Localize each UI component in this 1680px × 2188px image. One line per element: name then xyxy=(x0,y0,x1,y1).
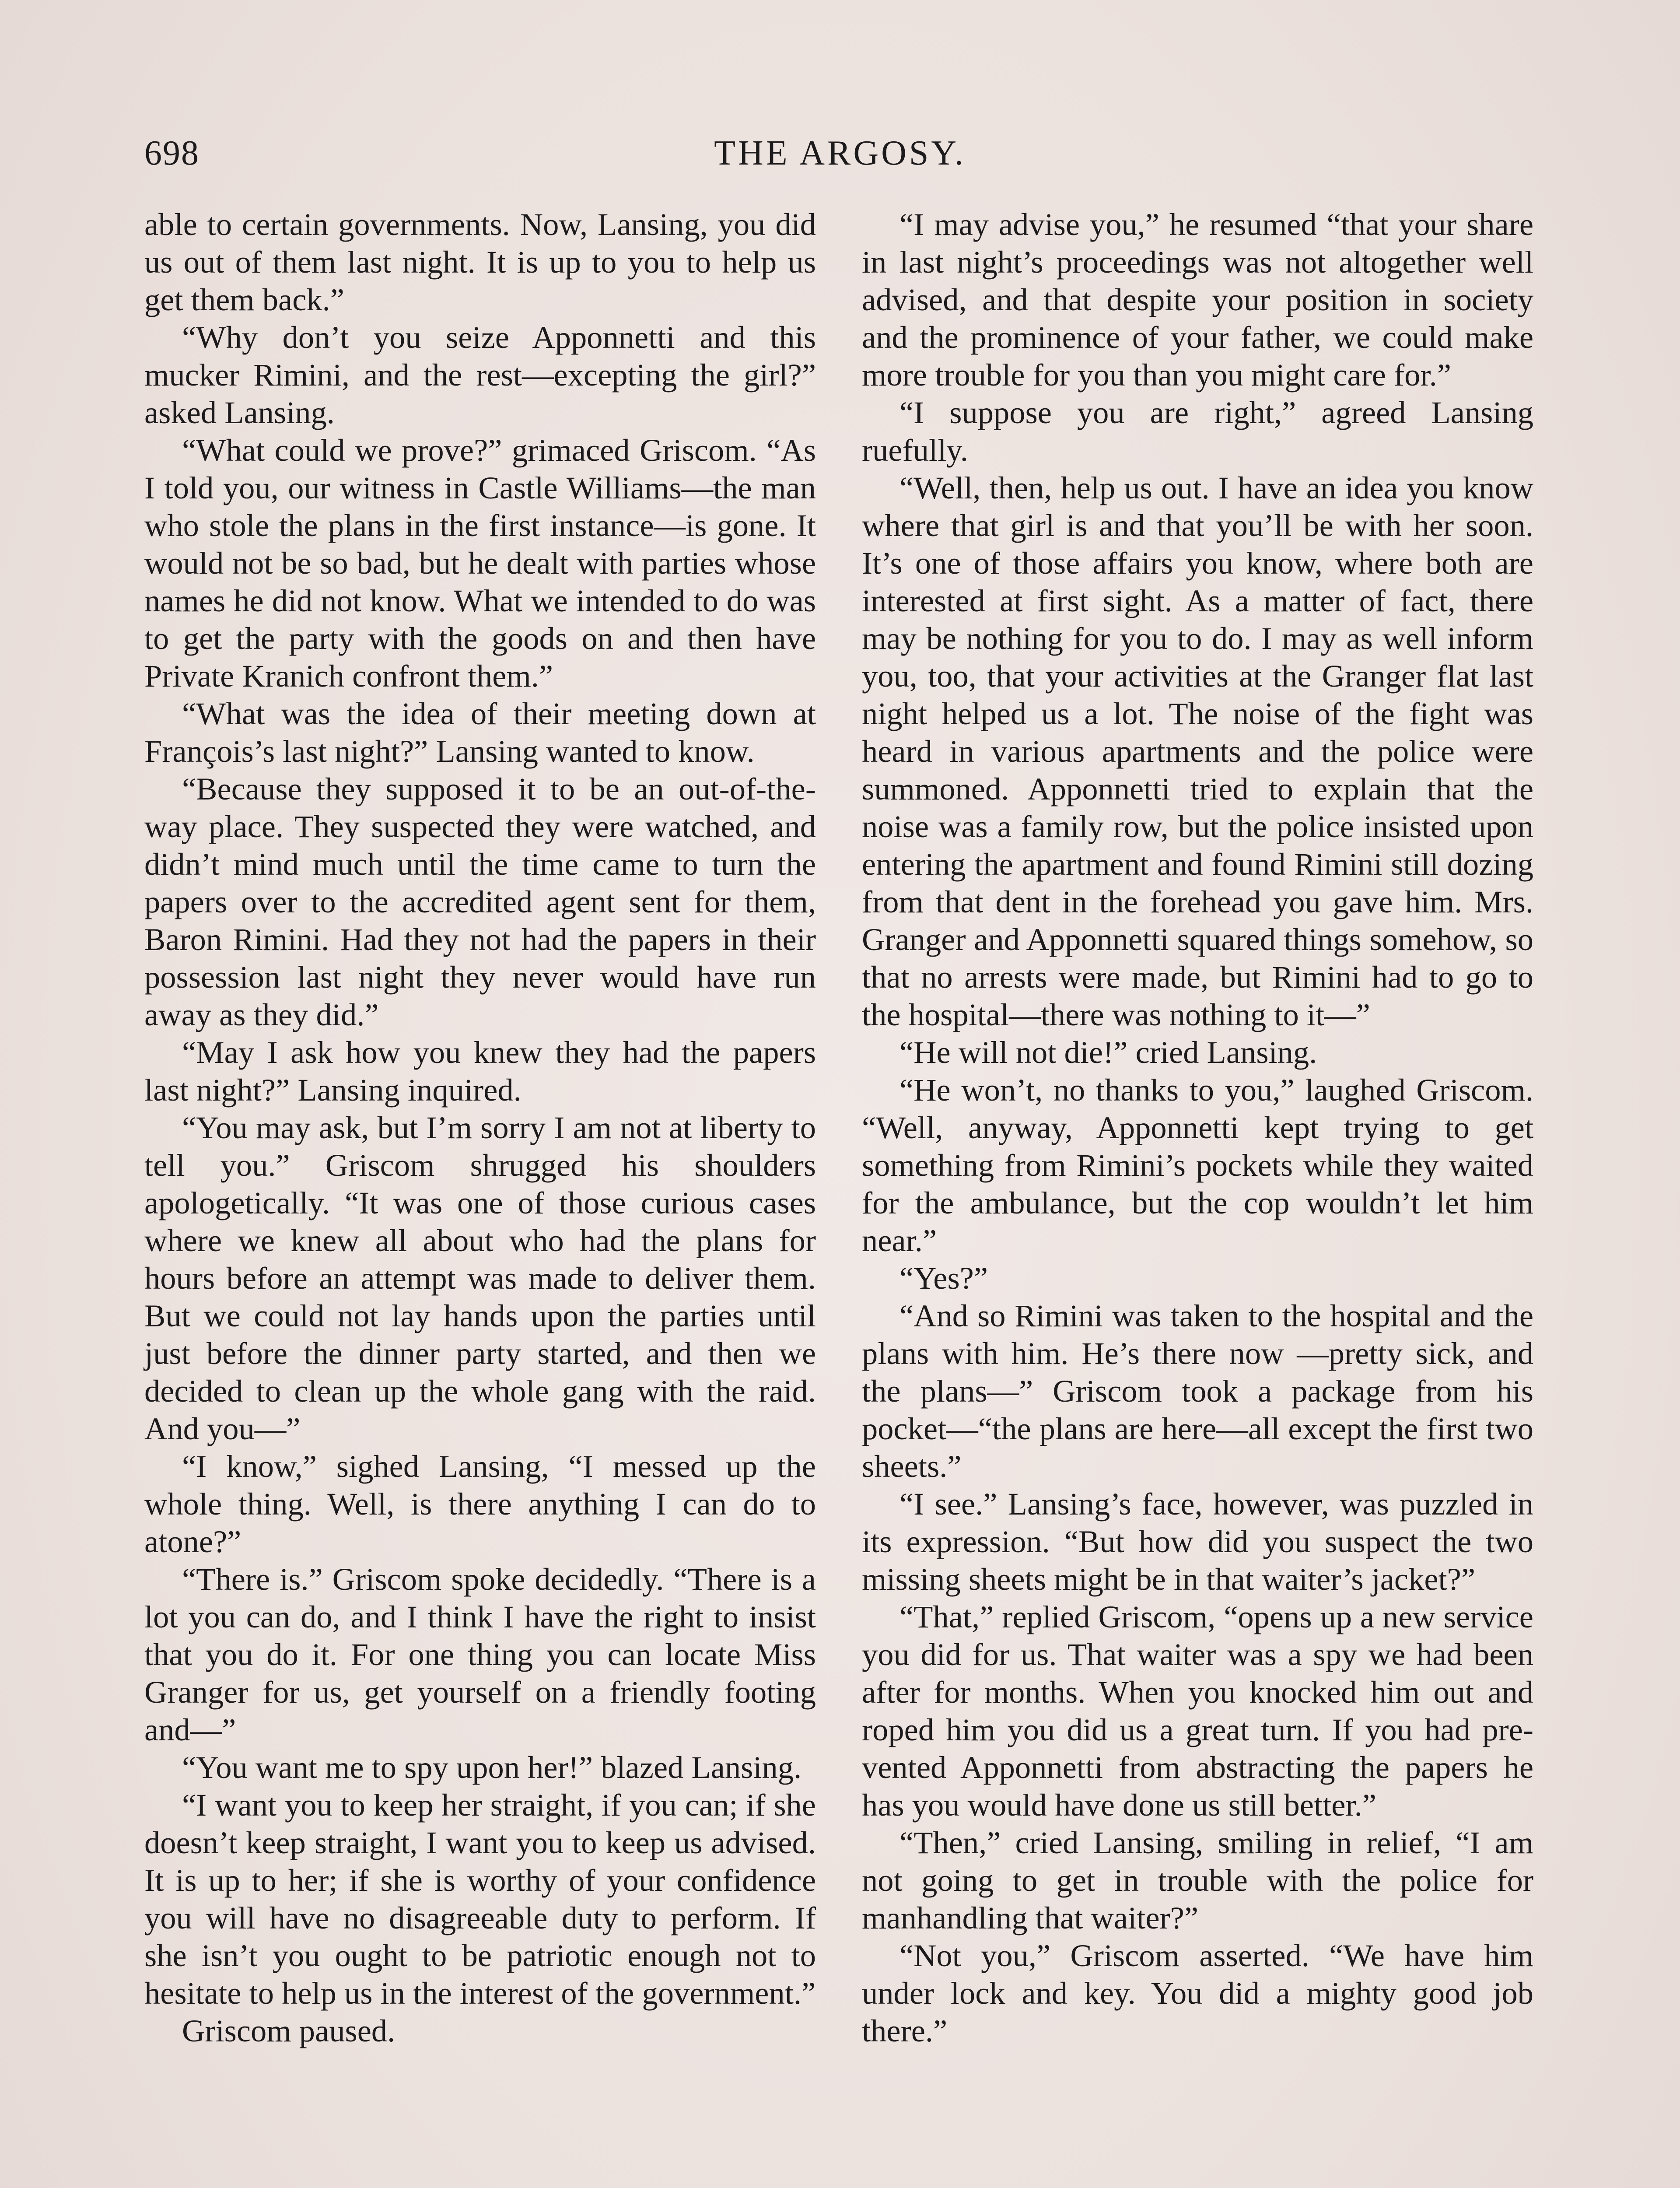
paragraph: “Well, then, help us out. I have an idea you know where that girl is and that you’ll be with her soon. It’s one of those affairs you know, where both are interested at first sight. As a matter of fact, there may be nothing for you to do. I may as well inform you, too, that your activities at the Granger flat last night helped us a lot. The noise of the fight was heard in various apartments and the police were summoned. Apponnetti tried to explain that the noise was a family row, but the police insisted upon entering the apartment and found Rimini still dozing from that dent in the forehead you gave him. Mrs. Granger and Apponnetti squared things somehow, so that no arrests were made, but Rimini had to go to the hospital—there was nothing to it—” xyxy=(862,470,1533,1032)
paragraph: “You want me to spy upon her!” blazed Lansing. xyxy=(182,1750,802,1785)
paragraph: “That,” replied Griscom, “opens up a new service you did for us. That waiter was a spy we had been after for months. When you knocked him out and roped him you did us a great turn. If you had prevented Apponnetti from abstracting the papers he has you would have done us still better.” xyxy=(862,1599,1533,1823)
paragraph: Griscom paused. xyxy=(182,2013,396,2048)
paragraph: “What could we prove?” grimaced Griscom. “As I told you, our witness in Castle Williams—the man who stole the plans in the first instance—is gone. It would not be so bad, but he dealt with parties whose names he did not know. What we intended to do was to get the party with the goods on and then have Private Kranich confront them.” xyxy=(144,432,816,694)
page-number: 698 xyxy=(144,134,200,172)
paragraph: “I suppose you are right,” agreed Lansing ruefully. xyxy=(862,395,1533,468)
paragraph: “He will not die!” cried Lansing. xyxy=(900,1034,1317,1070)
left-column xyxy=(144,206,816,2050)
paragraph: able to certain governments. Now, Lansing, you did us out of them last night. It is up to you to help us get them back.” xyxy=(144,207,816,317)
paragraph: “What was the idea of their meeting down at François’s last night?” Lansing wanted to know. xyxy=(144,696,816,769)
paragraph: “Then,” cried Lansing, smiling in relief, “I am not going to get in trouble with the police for manhandling that waiter?” xyxy=(862,1825,1533,1936)
right-column xyxy=(862,206,1533,2050)
paragraph: “May I ask how you knew they had the papers last night?” Lansing inquired. xyxy=(144,1034,816,1108)
paragraph: “Yes?” xyxy=(900,1260,988,1296)
paragraph: “I want you to keep her straight, if you can; if she doesn’t keep straight, I want you to keep us advised. It is up to her; if she is worthy of your confidence you will have no disagreeable duty to perform. If she isn’t you ought to be patriotic enough not to hesitate to help us in the interest of the government.” xyxy=(144,1787,816,2011)
paragraph: “I see.” Lansing’s face, however, was puzzled in its expression. “But how did you suspect the two missing sheets might be in that waiter’s jacket?” xyxy=(862,1486,1533,1597)
paragraph: “He won’t, no thanks to you,” laughed Griscom. “Well, anyway, Apponnetti kept trying to get something from Rimini’s pockets while they waited for the ambulance, but the cop wouldn’t let him near.” xyxy=(862,1072,1533,1258)
paragraph: “You may ask, but I’m sorry I am not at liberty to tell you.” Griscom shrugged his shoulders apologetically. “It was one of those curious cases where we knew all about who had the plans for hours before an attempt was made to deliver them. But we could not lay hands upon the parties until just before the dinner party started, and then we decided to clean up the whole gang with the raid. And you—” xyxy=(144,1110,816,1446)
running-title: THE ARGOSY. xyxy=(714,134,966,172)
paragraph: “I may advise you,” he resumed “that your share in last night’s proceedings was not altogether well advised, and that despite your position in society and the prominence of your father, we could make more trouble for you than you might care for.” xyxy=(862,207,1533,393)
paragraph: “Not you,” Griscom asserted. “We have him under lock and key. You did a mighty good job there.” xyxy=(862,1938,1533,2048)
body-text xyxy=(144,206,1536,2188)
page-header xyxy=(144,133,1536,182)
paragraph: “Because they supposed it to be an out-of-the-way place. They suspected they were watched, and didn’t mind much until the time came to turn the papers over to the accredited agent sent for them, Baron Rimini. Had they not had the papers in their possession last night they never would have run away as they did.” xyxy=(144,771,816,1032)
paragraph: “And so Rimini was taken to the hospital and the plans with him. He’s there now —pretty sick, and the plans—” Griscom took a package from his pocket—“the plans are here—all except the first two sheets.” xyxy=(862,1298,1533,1484)
paragraph: “I know,” sighed Lansing, “I messed up the whole thing. Well, is there anything I can do to atone?” xyxy=(144,1448,816,1559)
paragraph: “Why don’t you seize Apponnetti and this mucker Rimini, and the rest—excepting the girl?” asked Lansing. xyxy=(144,319,816,430)
paragraph: “There is.” Griscom spoke decidedly. “There is a lot you can do, and I think I have the right to insist that you do it. For one thing you can locate Miss Granger for us, get yourself on a friendly footing and—” xyxy=(144,1561,816,1747)
